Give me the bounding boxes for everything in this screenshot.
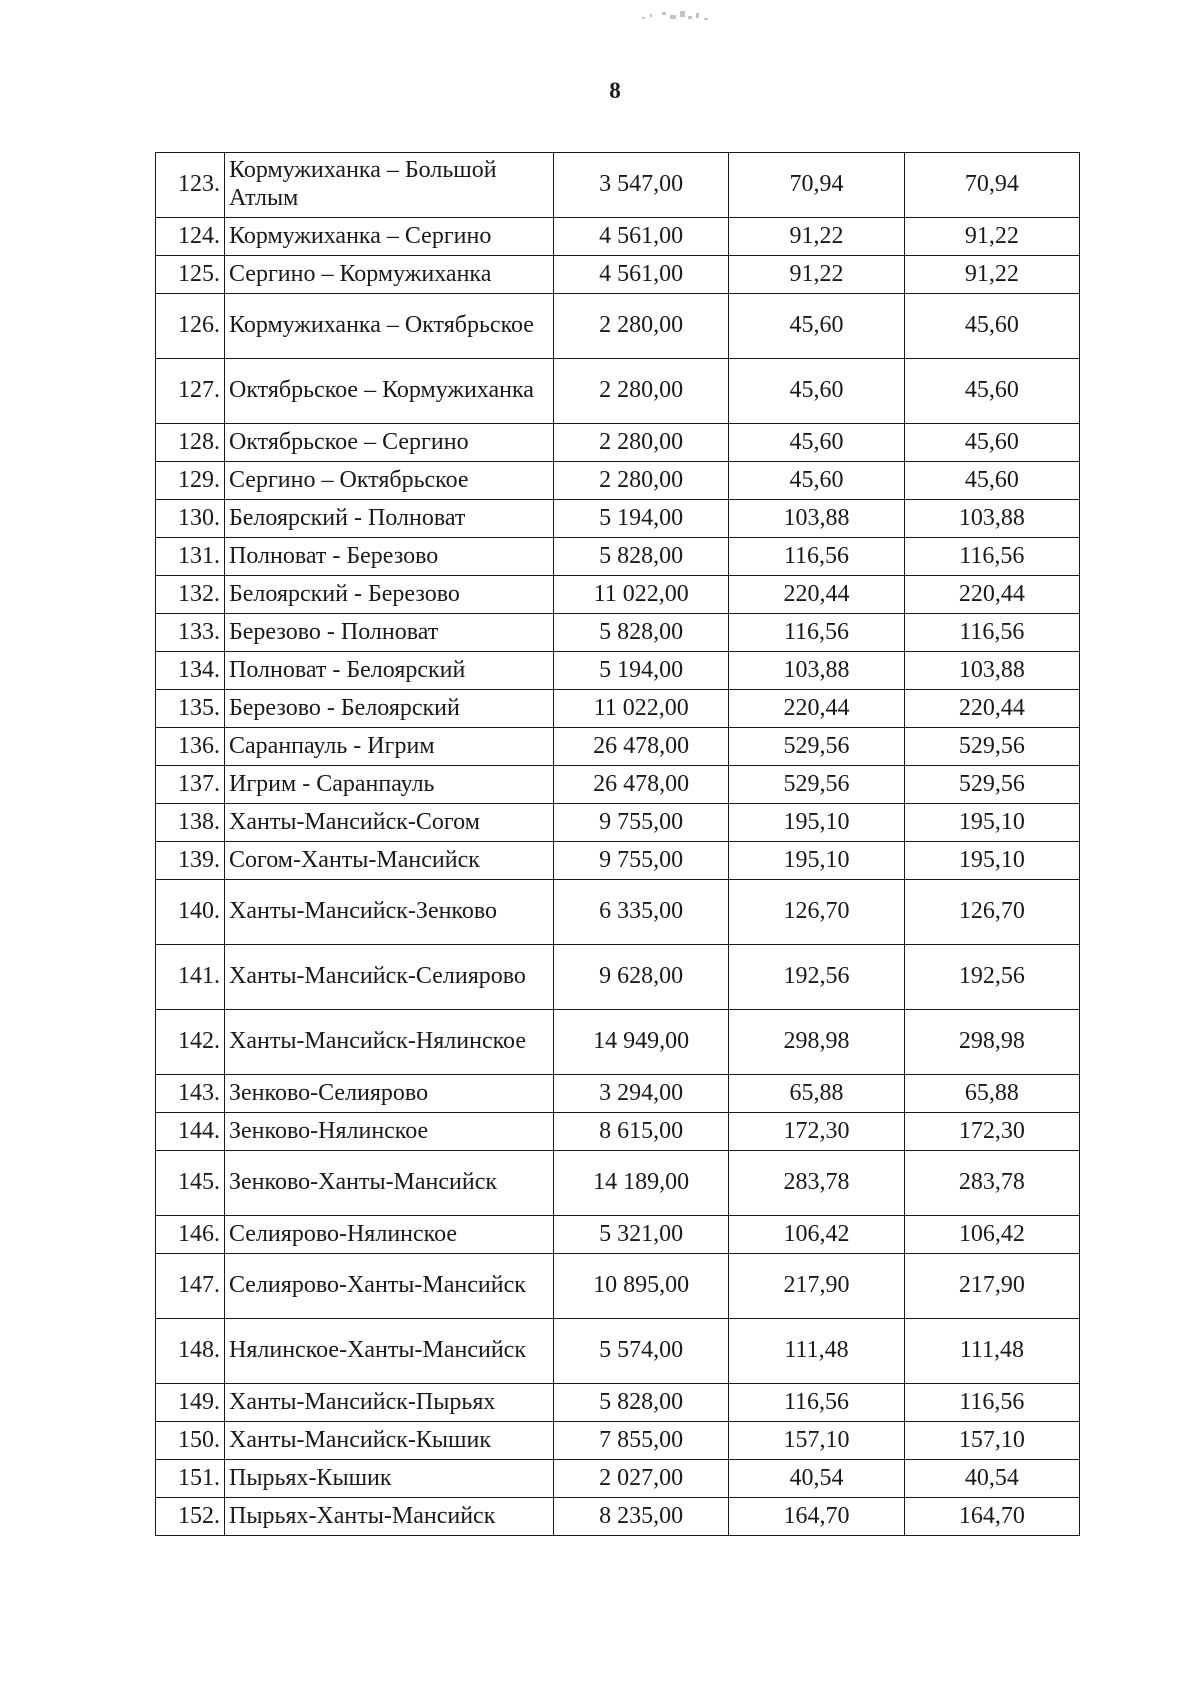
amount-part-b: 116,56 bbox=[904, 614, 1079, 652]
amount-part-a: 116,56 bbox=[729, 1384, 904, 1422]
amount-part-a: 45,60 bbox=[729, 462, 904, 500]
row-number: 139. bbox=[156, 842, 225, 880]
table-row bbox=[156, 462, 1080, 500]
amount-total: 5 828,00 bbox=[554, 614, 729, 652]
table-row bbox=[156, 766, 1080, 804]
row-number: 134. bbox=[156, 652, 225, 690]
route-name: Кормужиханка – Большой Атлым bbox=[225, 153, 554, 218]
amount-total: 14 189,00 bbox=[554, 1151, 729, 1216]
amount-total: 14 949,00 bbox=[554, 1010, 729, 1075]
amount-total: 4 561,00 bbox=[554, 218, 729, 256]
table-row bbox=[156, 1216, 1080, 1254]
row-number: 130. bbox=[156, 500, 225, 538]
amount-part-a: 283,78 bbox=[729, 1151, 904, 1216]
table-row bbox=[156, 1254, 1080, 1319]
table-row bbox=[156, 690, 1080, 728]
amount-part-a: 91,22 bbox=[729, 218, 904, 256]
route-name: Пырьях-Кышик bbox=[225, 1460, 554, 1498]
amount-part-a: 220,44 bbox=[729, 576, 904, 614]
amount-part-a: 91,22 bbox=[729, 256, 904, 294]
table-row bbox=[156, 538, 1080, 576]
row-number: 138. bbox=[156, 804, 225, 842]
route-name: Сергино – Октябрьское bbox=[225, 462, 554, 500]
table-row bbox=[156, 500, 1080, 538]
row-number: 128. bbox=[156, 424, 225, 462]
route-name: Игрим - Саранпауль bbox=[225, 766, 554, 804]
table-row bbox=[156, 1010, 1080, 1075]
route-name: Саранпауль - Игрим bbox=[225, 728, 554, 766]
amount-part-b: 111,48 bbox=[904, 1319, 1079, 1384]
table-row bbox=[156, 1498, 1080, 1536]
table-row bbox=[156, 728, 1080, 766]
amount-total: 5 574,00 bbox=[554, 1319, 729, 1384]
row-number: 131. bbox=[156, 538, 225, 576]
amount-part-a: 298,98 bbox=[729, 1010, 904, 1075]
routes-table-body bbox=[156, 153, 1080, 1536]
row-number: 148. bbox=[156, 1319, 225, 1384]
amount-total: 9 628,00 bbox=[554, 945, 729, 1010]
amount-part-a: 116,56 bbox=[729, 538, 904, 576]
amount-part-b: 195,10 bbox=[904, 804, 1079, 842]
table-row bbox=[156, 945, 1080, 1010]
amount-total: 3 294,00 bbox=[554, 1075, 729, 1113]
amount-part-b: 65,88 bbox=[904, 1075, 1079, 1113]
amount-part-b: 103,88 bbox=[904, 652, 1079, 690]
row-number: 135. bbox=[156, 690, 225, 728]
amount-part-b: 283,78 bbox=[904, 1151, 1079, 1216]
row-number: 142. bbox=[156, 1010, 225, 1075]
table-row bbox=[156, 359, 1080, 424]
row-number: 125. bbox=[156, 256, 225, 294]
amount-part-a: 164,70 bbox=[729, 1498, 904, 1536]
amount-part-a: 65,88 bbox=[729, 1075, 904, 1113]
table-row bbox=[156, 153, 1080, 218]
amount-part-b: 70,94 bbox=[904, 153, 1079, 218]
amount-part-b: 116,56 bbox=[904, 538, 1079, 576]
amount-part-a: 70,94 bbox=[729, 153, 904, 218]
route-name: Зенково-Ханты-Мансийск bbox=[225, 1151, 554, 1216]
amount-part-b: 40,54 bbox=[904, 1460, 1079, 1498]
amount-part-a: 45,60 bbox=[729, 359, 904, 424]
amount-part-a: 217,90 bbox=[729, 1254, 904, 1319]
amount-part-b: 164,70 bbox=[904, 1498, 1079, 1536]
table-row bbox=[156, 880, 1080, 945]
amount-part-b: 45,60 bbox=[904, 462, 1079, 500]
route-name: Ханты-Мансийск-Кышик bbox=[225, 1422, 554, 1460]
table-row bbox=[156, 804, 1080, 842]
amount-part-b: 106,42 bbox=[904, 1216, 1079, 1254]
row-number: 140. bbox=[156, 880, 225, 945]
route-name: Березово - Белоярский bbox=[225, 690, 554, 728]
amount-part-a: 103,88 bbox=[729, 500, 904, 538]
amount-total: 3 547,00 bbox=[554, 153, 729, 218]
amount-total: 2 280,00 bbox=[554, 462, 729, 500]
amount-part-a: 126,70 bbox=[729, 880, 904, 945]
table-row bbox=[156, 256, 1080, 294]
amount-part-a: 40,54 bbox=[729, 1460, 904, 1498]
route-name: Белоярский - Березово bbox=[225, 576, 554, 614]
route-name: Сергино – Кормужиханка bbox=[225, 256, 554, 294]
amount-total: 7 855,00 bbox=[554, 1422, 729, 1460]
row-number: 144. bbox=[156, 1113, 225, 1151]
route-name: Ханты-Мансийск-Нялинское bbox=[225, 1010, 554, 1075]
row-number: 151. bbox=[156, 1460, 225, 1498]
amount-part-a: 111,48 bbox=[729, 1319, 904, 1384]
route-name: Полноват - Березово bbox=[225, 538, 554, 576]
table-row bbox=[156, 1319, 1080, 1384]
amount-total: 4 561,00 bbox=[554, 256, 729, 294]
amount-part-b: 126,70 bbox=[904, 880, 1079, 945]
amount-part-a: 116,56 bbox=[729, 614, 904, 652]
amount-part-b: 116,56 bbox=[904, 1384, 1079, 1422]
amount-part-b: 195,10 bbox=[904, 842, 1079, 880]
amount-total: 9 755,00 bbox=[554, 842, 729, 880]
amount-part-a: 45,60 bbox=[729, 294, 904, 359]
amount-total: 2 280,00 bbox=[554, 359, 729, 424]
amount-total: 6 335,00 bbox=[554, 880, 729, 945]
amount-total: 5 828,00 bbox=[554, 538, 729, 576]
amount-part-b: 220,44 bbox=[904, 690, 1079, 728]
amount-part-a: 106,42 bbox=[729, 1216, 904, 1254]
row-number: 137. bbox=[156, 766, 225, 804]
amount-total: 2 280,00 bbox=[554, 294, 729, 359]
amount-part-a: 529,56 bbox=[729, 728, 904, 766]
row-number: 152. bbox=[156, 1498, 225, 1536]
amount-part-b: 172,30 bbox=[904, 1113, 1079, 1151]
route-name: Зенково-Нялинское bbox=[225, 1113, 554, 1151]
row-number: 127. bbox=[156, 359, 225, 424]
route-name: Ханты-Мансийск-Зенково bbox=[225, 880, 554, 945]
row-number: 145. bbox=[156, 1151, 225, 1216]
amount-part-b: 45,60 bbox=[904, 424, 1079, 462]
amount-total: 5 321,00 bbox=[554, 1216, 729, 1254]
amount-total: 9 755,00 bbox=[554, 804, 729, 842]
amount-total: 8 235,00 bbox=[554, 1498, 729, 1536]
amount-part-a: 195,10 bbox=[729, 804, 904, 842]
amount-part-b: 45,60 bbox=[904, 359, 1079, 424]
amount-part-b: 91,22 bbox=[904, 256, 1079, 294]
amount-part-a: 192,56 bbox=[729, 945, 904, 1010]
row-number: 132. bbox=[156, 576, 225, 614]
amount-part-a: 45,60 bbox=[729, 424, 904, 462]
amount-part-a: 172,30 bbox=[729, 1113, 904, 1151]
amount-part-b: 103,88 bbox=[904, 500, 1079, 538]
amount-total: 5 194,00 bbox=[554, 500, 729, 538]
route-name: Октябрьское – Кормужиханка bbox=[225, 359, 554, 424]
table-row bbox=[156, 1151, 1080, 1216]
row-number: 129. bbox=[156, 462, 225, 500]
scan-smudge bbox=[640, 8, 720, 26]
table-row bbox=[156, 1460, 1080, 1498]
amount-total: 2 280,00 bbox=[554, 424, 729, 462]
table-row bbox=[156, 576, 1080, 614]
row-number: 146. bbox=[156, 1216, 225, 1254]
routes-table bbox=[155, 152, 1080, 1536]
route-name: Пырьях-Ханты-Мансийск bbox=[225, 1498, 554, 1536]
amount-part-b: 220,44 bbox=[904, 576, 1079, 614]
amount-part-b: 217,90 bbox=[904, 1254, 1079, 1319]
route-name: Полноват - Белоярский bbox=[225, 652, 554, 690]
amount-total: 26 478,00 bbox=[554, 728, 729, 766]
table-row bbox=[156, 614, 1080, 652]
route-name: Кормужиханка – Октябрьское bbox=[225, 294, 554, 359]
amount-part-b: 298,98 bbox=[904, 1010, 1079, 1075]
amount-part-b: 529,56 bbox=[904, 728, 1079, 766]
amount-part-a: 195,10 bbox=[729, 842, 904, 880]
row-number: 147. bbox=[156, 1254, 225, 1319]
table-row bbox=[156, 842, 1080, 880]
amount-total: 5 828,00 bbox=[554, 1384, 729, 1422]
amount-total: 10 895,00 bbox=[554, 1254, 729, 1319]
route-name: Березово - Полноват bbox=[225, 614, 554, 652]
amount-total: 26 478,00 bbox=[554, 766, 729, 804]
amount-total: 11 022,00 bbox=[554, 690, 729, 728]
table-row bbox=[156, 652, 1080, 690]
amount-part-b: 192,56 bbox=[904, 945, 1079, 1010]
route-name: Селиярово-Нялинское bbox=[225, 1216, 554, 1254]
route-name: Ханты-Мансийск-Селиярово bbox=[225, 945, 554, 1010]
row-number: 123. bbox=[156, 153, 225, 218]
amount-part-b: 91,22 bbox=[904, 218, 1079, 256]
table-row bbox=[156, 1384, 1080, 1422]
row-number: 143. bbox=[156, 1075, 225, 1113]
table-row bbox=[156, 218, 1080, 256]
route-name: Нялинское-Ханты-Мансийск bbox=[225, 1319, 554, 1384]
amount-total: 2 027,00 bbox=[554, 1460, 729, 1498]
table-row bbox=[156, 424, 1080, 462]
amount-part-a: 220,44 bbox=[729, 690, 904, 728]
row-number: 126. bbox=[156, 294, 225, 359]
route-name: Ханты-Мансийск-Пырьях bbox=[225, 1384, 554, 1422]
row-number: 133. bbox=[156, 614, 225, 652]
route-name: Октябрьское – Сергино bbox=[225, 424, 554, 462]
route-name: Селиярово-Ханты-Мансийск bbox=[225, 1254, 554, 1319]
route-name: Кормужиханка – Сергино bbox=[225, 218, 554, 256]
row-number: 141. bbox=[156, 945, 225, 1010]
amount-part-b: 529,56 bbox=[904, 766, 1079, 804]
amount-part-b: 157,10 bbox=[904, 1422, 1079, 1460]
page-number: 8 bbox=[609, 78, 621, 103]
route-name: Зенково-Селиярово bbox=[225, 1075, 554, 1113]
row-number: 150. bbox=[156, 1422, 225, 1460]
table-row bbox=[156, 1113, 1080, 1151]
row-number: 136. bbox=[156, 728, 225, 766]
route-name: Белоярский - Полноват bbox=[225, 500, 554, 538]
amount-part-a: 529,56 bbox=[729, 766, 904, 804]
amount-total: 8 615,00 bbox=[554, 1113, 729, 1151]
table-row bbox=[156, 1075, 1080, 1113]
amount-total: 5 194,00 bbox=[554, 652, 729, 690]
amount-part-a: 103,88 bbox=[729, 652, 904, 690]
row-number: 149. bbox=[156, 1384, 225, 1422]
amount-part-b: 45,60 bbox=[904, 294, 1079, 359]
amount-part-a: 157,10 bbox=[729, 1422, 904, 1460]
row-number: 124. bbox=[156, 218, 225, 256]
route-name: Ханты-Мансийск-Согом bbox=[225, 804, 554, 842]
table-row bbox=[156, 1422, 1080, 1460]
table-row bbox=[156, 294, 1080, 359]
route-name: Согом-Ханты-Мансийск bbox=[225, 842, 554, 880]
amount-total: 11 022,00 bbox=[554, 576, 729, 614]
